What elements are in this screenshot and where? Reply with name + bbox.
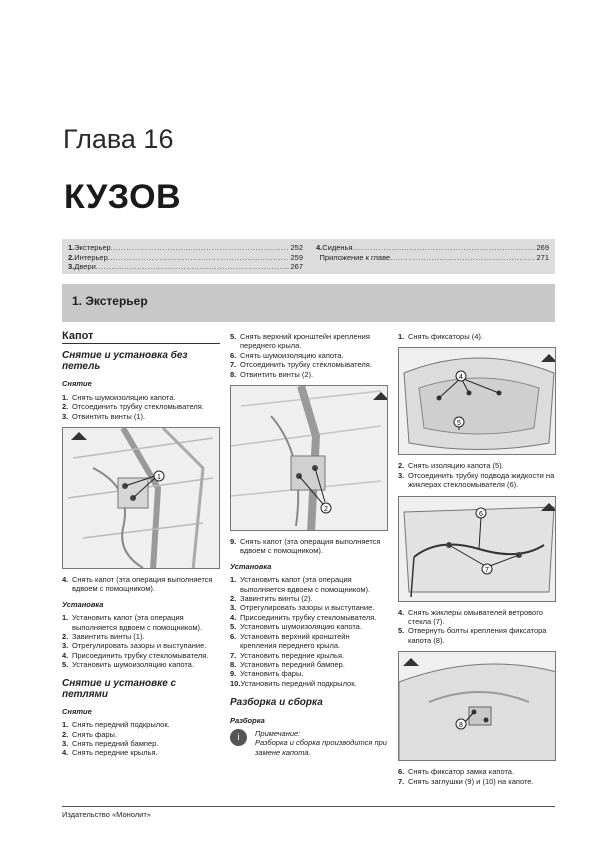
step-item: 4. Присоединить трубку стекломывателя.: [62, 650, 209, 660]
step-item: 3. Снять передний бампер.: [62, 738, 159, 748]
step-item: 2. Снять изоляцию капота (5).: [398, 461, 504, 471]
step-item: 4. Снять капот (эта операция выполняется вдвоем с помощником).: [62, 575, 213, 594]
figure-washer-hose: [398, 496, 556, 602]
column-3: [398, 332, 556, 786]
washer-hose-illustration: [399, 497, 556, 602]
step-item: 1. Установить капот (эта операция выполняется вдвоем с помощником).: [62, 613, 203, 632]
step-item: 2. Завинтить винты (2).: [230, 594, 313, 604]
callout-label: 7: [485, 566, 489, 574]
step-item: 5. Снять верхний кронштейн крепления переднего крыла.: [230, 332, 370, 351]
step-item: 5. Установить шумоизоляцию капота.: [230, 622, 362, 632]
step-item: 1. Снять шумоизоляцию капота.: [62, 392, 176, 402]
step-item: 3. Отвинтить винты (1).: [62, 411, 146, 421]
procedure-heading: Снятие и установке с петлями: [62, 677, 177, 700]
step-item: 10. Установить передний подкрылок.: [230, 678, 357, 688]
step-item: 2. Отсоединить трубку стекломывателя.: [62, 402, 204, 412]
step-item: 3. Отсоединить трубку подвода жидкости на жиклерах стеклоомывателя (6).: [398, 470, 555, 490]
step-item: 7. Снять заглушки (9) и (10) на капоте.: [398, 776, 534, 786]
toc-entry[interactable]: 3. Двери ..... 267: [68, 262, 303, 272]
section-header: [62, 284, 555, 322]
procedure-heading: Снятие и установка без петель: [62, 350, 188, 373]
callout-label: 4: [459, 374, 463, 382]
callout-label: 8: [459, 722, 463, 730]
step-item: 3. Отрегулировать зазоры и выступание.: [62, 641, 207, 651]
step-item: 4. Снять жиклеры омывателей ветрового стекла (7).: [398, 607, 543, 627]
step-item: 4. Присоединить трубку стекломывателя.: [230, 612, 377, 622]
subsection-heading: Капот: [62, 332, 220, 344]
step-item: 8. Отвинтить винты (2).: [230, 369, 314, 379]
callout-label: 6: [479, 510, 483, 518]
figure-hinge-bolts: [230, 385, 388, 531]
step-item: 1. Снять фиксаторы (4).: [398, 332, 483, 341]
step-item: 8. Установить передний бампер.: [230, 659, 345, 669]
callout-label: 2: [324, 506, 328, 514]
step-item: 1. Установить капот (эта операция выполняется вдвоем с помощником).: [230, 575, 371, 594]
step-item: 7. Установить передние крылья.: [230, 650, 345, 660]
section-title: 1. Экстерьер: [72, 294, 148, 308]
hood-hinge-illustration: [63, 428, 220, 569]
step-item: 5. Отвернуть болты крепления фиксатора капота (8).: [398, 626, 547, 645]
callout-label: 5: [457, 420, 461, 428]
info-icon: i: [230, 729, 247, 746]
table-of-contents: [62, 239, 555, 274]
step-item: 3. Отрегулировать зазоры и выступание.: [230, 603, 375, 613]
step-item: 2. Завинтить винты (1).: [62, 632, 145, 642]
toc-entry[interactable]: 4. Сиденья ..... 269: [316, 243, 549, 253]
step-item: 9. Снять капот (эта операция выполняется вдвоем с помощником).: [230, 537, 381, 556]
step-item: 6. Установить верхний кронштейн крепления переднего крыла.: [230, 631, 350, 651]
step-item: 6. Снять шумоизоляцию капота.: [230, 350, 344, 360]
figure-hood-insulation: [398, 347, 556, 455]
toc-entry[interactable]: Приложение к главе ..... 271: [316, 253, 549, 263]
chapter-label: Глава 16: [63, 124, 174, 154]
subsection-heading: Разборка и сборка: [230, 697, 323, 709]
figure-hood-latch: [398, 651, 556, 761]
step-item: 9. Установить фары.: [230, 669, 304, 679]
column-2: [230, 332, 388, 757]
step-group-label: Установка: [230, 561, 272, 571]
step-item: 4. Снять передние крылья.: [62, 748, 158, 758]
step-item: 1. Снять передний подкрылок.: [62, 720, 170, 730]
note-text: Разборка и сборка производится при замене капота.: [255, 738, 387, 757]
toc-right-column: [316, 243, 549, 262]
toc-entry[interactable]: 1. Экстерьер ..... 252: [68, 243, 303, 253]
step-item: 7. Отсоединить трубку стекломывателя.: [230, 360, 372, 370]
figure-hood-hinge-bolts: [62, 427, 220, 569]
step-group-label: Снятие: [62, 706, 92, 716]
note-box: [230, 729, 388, 757]
hinge-illustration: [231, 386, 388, 531]
page-title: КУЗОВ: [64, 178, 182, 216]
step-item: 5. Установить шумоизоляцию капота.: [62, 660, 194, 670]
toc-entry[interactable]: 2. Интерьер ..... 259: [68, 253, 303, 263]
step-item: 2. Снять фары.: [62, 729, 118, 739]
step-group-label: Снятие: [62, 379, 92, 389]
step-group-label: Установка: [62, 599, 104, 609]
toc-left-column: [68, 243, 303, 272]
hood-latch-illustration: [399, 652, 556, 761]
step-item: 6. Снять фиксатор замка капота.: [398, 767, 515, 777]
step-group-label: Разборка: [230, 715, 265, 725]
callout-label: 1: [157, 474, 161, 482]
column-1: [62, 332, 220, 758]
footer-publisher: Издательство «Монолит»: [62, 806, 555, 819]
note-title: Примечание:: [255, 728, 301, 738]
hood-insulation-illustration: [399, 348, 556, 455]
